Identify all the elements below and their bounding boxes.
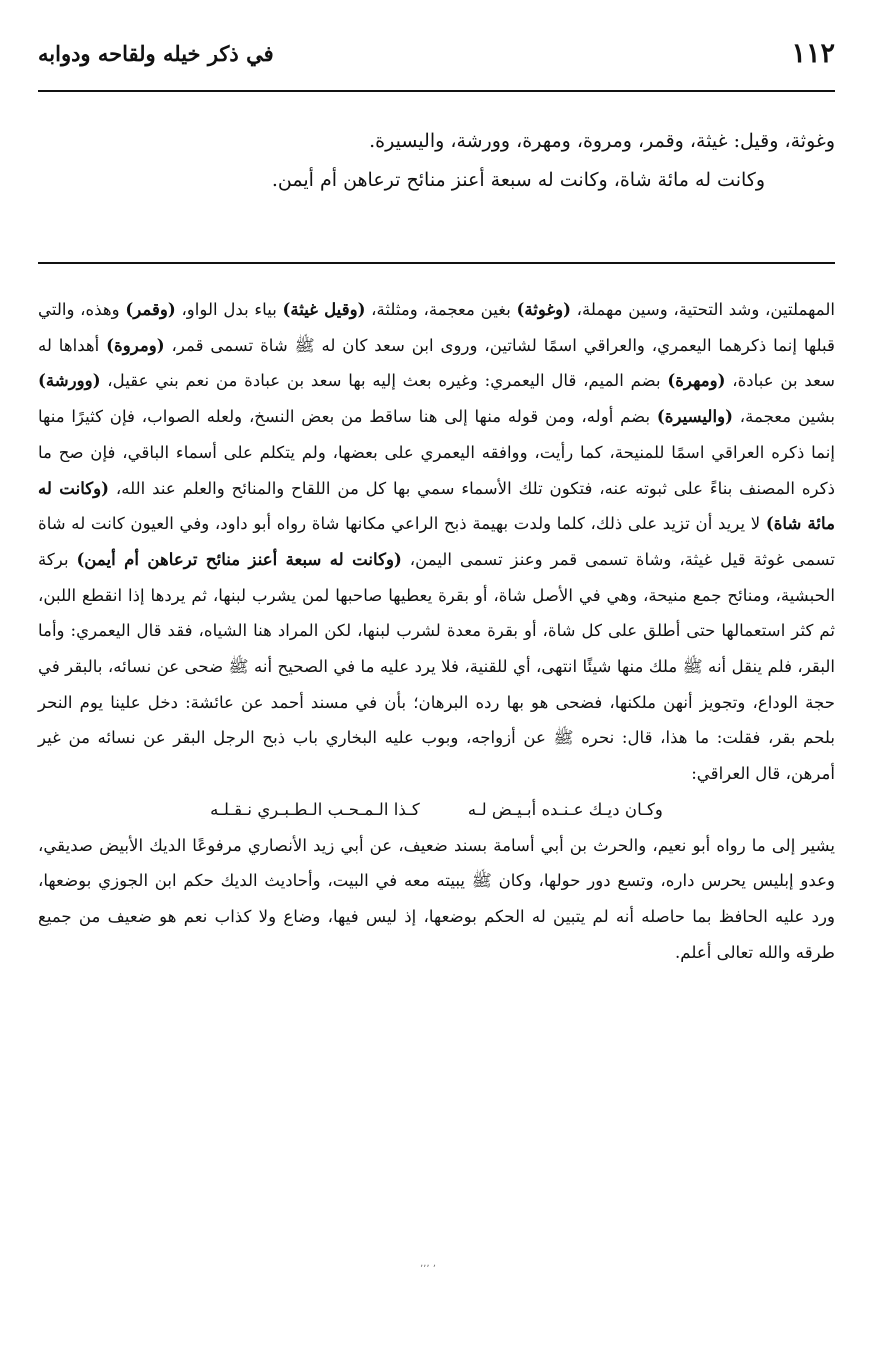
bold-quote: (ومروة)	[106, 334, 165, 355]
commentary-text: بياء بدل الواو،	[175, 300, 283, 319]
poem-hemistich-right: وكـان ديـك عـنـده أبـيـض لـه	[467, 799, 663, 819]
commentary-text: وهذه، والتي قبلها إنما ذكرهما اليعمري، والعراقي اسمًا لشاتين، وروى ابن سعد كان له ﷺ شاة تسمى قمر،	[38, 300, 835, 355]
main-text-line: وكانت له مائة شاة، وكانت له سبعة أعنز منائح ترعاهن أم أيمن.	[271, 169, 765, 191]
poem-hemistich-left: كـذا الـمـحـب الـطـبـري نـقـلـه	[210, 799, 420, 819]
poem-verse	[38, 792, 835, 828]
footer-mark: ٬ ٬٬٬	[420, 1264, 436, 1275]
bold-quote: (ومهرة)	[667, 370, 726, 391]
bold-quote: (وورشة)	[38, 370, 101, 391]
commentary-text: بغين معجمة، ومثلثة،	[365, 300, 517, 319]
page-number: ١١٢	[791, 37, 835, 69]
commentary-text: المهملتين، وشد التحتية، وسين مهملة،	[571, 300, 836, 319]
bold-quote: (وكانت له مائة شاة)	[38, 477, 835, 534]
commentary-text: بضم أوله، ومن قوله منها إلى هنا ساقط من بعض النسخ، ولعله الصواب، فإن كثيرًا منها إنما ذكره العراقي اسمًا للمنيحة، كما رأيت، ووافقه اليعمري على بعضها، ولم يتكلم على أسماء الباقي، فإن صح ما ذكره المصنف بناءً على ثبوته عنه، فتكون تلك الأسماء سمي بها كل من اللقاح والمنائح والعلم عند الله،	[38, 407, 835, 498]
main-text-line: وغوثة، وقيل: غيثة، وقمر، ومروة، ومهرة، وورشة، واليسيرة.	[369, 130, 835, 152]
commentary	[38, 292, 835, 970]
bold-quote: (واليسيرة)	[656, 406, 733, 427]
page-header	[38, 30, 835, 76]
commentary-paragraph	[38, 292, 835, 792]
commentary-text: بضم الميم، قال اليعمري: وغيره بعث إليه بها سعد بن عبادة من نعم بني عقيل،	[100, 371, 668, 391]
commentary-text: أهداها له سعد بن عبادة،	[38, 335, 835, 391]
commentary-text: بشين معجمة،	[732, 407, 836, 427]
commentary-paragraph: يشير إلى ما رواه أبو نعيم، والحرث بن أبي أسامة بسند ضعيف، عن أبي زيد الأنصاري مرفوعًا الديك الأبيض صديقي، وعدو إبليس يحرس داره، وتسع دور حولها، وكان ﷺ يبيته معه في البيت، وأحاديث الديك حكم ابن الجوزي بوضعها، ورد عليه الحافظ بما حاصله أنه لم يتبين له الحكم بوضعها، إذ ليس فيها، وضاع ولا كذاب نعم هو ضعيف من جميع طرقه والله تعالى أعلم.	[38, 835, 835, 962]
bold-quote: (وقيل غيثة)	[282, 299, 366, 319]
header-divider	[38, 90, 835, 92]
bold-quote: (وكانت له سبعة أعنز منائح ترعاهن أم أيمن)	[76, 548, 402, 569]
commentary-text: بركة الحبشية، ومنائح جمع منيحة، وهي في الأصل شاة، أو بقرة يعطيها صاحبها لمن يشرب لبنها، ثم يردها إذا انقطع اللبن، ثم كثر استعمالها حتى أطلق على كل شاة، أو بقرة معدة لشرب لبنها، لكن المراد هنا الشياه، فقد قال اليعمري: وأما البقر، فلم ينقل أنه ﷺ ملك منها شيئًا انتهى، أي للقنية، فلا يرد عليه ما في الصحيح أنه ﷺ ضحى عن نسائه، بالبقر في حجة الوداع، وتجويز أنهن ملكنها، فضحى هو بها رده البرهان؛ بأن في مسند أحمد عن عائشة: دخل علينا يوم النحر بلحم بقر، فقلت: ما هذا، قال: نحره ﷺ عن أزواجه، وبوب عليه البخاري باب ذبح الرجل البقر عن نسائه من غير أمرهن، قال العراقي:	[38, 549, 835, 784]
bold-quote: (وغوثة)	[516, 299, 571, 319]
bold-quote: (وقمر)	[125, 299, 176, 319]
main-text	[38, 122, 835, 200]
footnote-divider	[38, 262, 835, 264]
running-title: في ذكر خيله ولقاحه ودوابه	[38, 40, 274, 66]
commentary-text: لا يريد أن تزيد على ذلك، كلما ولدت بهيمة ذبح الراعي مكانها شاة رواه أبو داود، وفي العيون كانت له شاة تسمى غوثة قيل غيثة، وشاة تسمى قمر وعنز تسمى اليمن،	[38, 514, 835, 569]
